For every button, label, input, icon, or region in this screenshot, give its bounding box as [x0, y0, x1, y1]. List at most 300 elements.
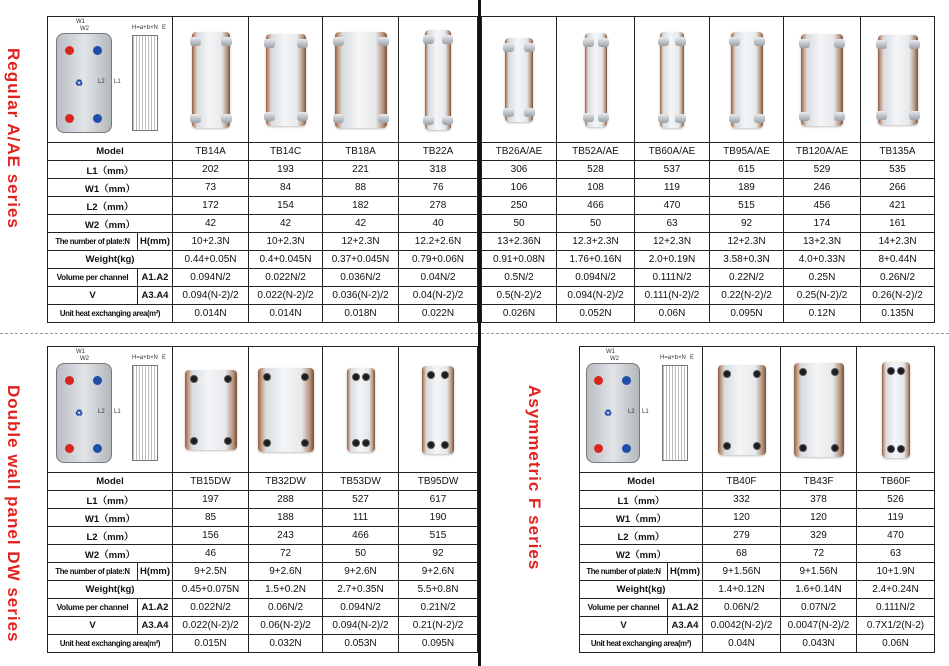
- table-cell: 63: [635, 215, 710, 233]
- table-cell: A1.A2: [668, 599, 703, 617]
- product-image: [399, 17, 478, 143]
- w1-row: [48, 179, 478, 197]
- table-cell: Volume per channel: [580, 599, 668, 617]
- table-cell: 0.094(N-2)/2: [173, 287, 249, 305]
- l1-row: [48, 491, 478, 509]
- regular-right-table: [481, 16, 935, 323]
- product-image: [249, 17, 323, 143]
- table-cell: 0.094(N-2)/2: [557, 287, 635, 305]
- l1-row: [482, 161, 935, 179]
- table-cell: 9+2.6N: [323, 563, 399, 581]
- table-cell: TB120A/AE: [784, 143, 861, 161]
- table-cell: TB43F: [781, 473, 857, 491]
- table-cell: 0.094N/2: [323, 599, 399, 617]
- table-cell: 119: [635, 179, 710, 197]
- model-row: [48, 473, 478, 491]
- w2-row: [48, 215, 478, 233]
- table-cell: W1（mm）: [580, 509, 703, 527]
- table-cell: 279: [703, 527, 781, 545]
- table-cell: 0.22N/2: [710, 269, 784, 287]
- table-cell: 378: [781, 491, 857, 509]
- table-cell: TB95DW: [399, 473, 478, 491]
- w1-row: [482, 179, 935, 197]
- product-image: [323, 347, 399, 473]
- table-cell: 0.094(N-2)/2: [323, 617, 399, 635]
- table-cell: 193: [249, 161, 323, 179]
- table-cell: 0.06N/2: [703, 599, 781, 617]
- table-cell: L2（mm）: [48, 527, 173, 545]
- table-cell: V: [48, 617, 138, 635]
- table-cell: Unit heat exchanging area(m²): [48, 305, 173, 323]
- table-cell: 0.4+0.045N: [249, 251, 323, 269]
- table-cell: 106: [482, 179, 557, 197]
- volume-a3a4-row: [48, 287, 478, 305]
- table-cell: 50: [482, 215, 557, 233]
- w2-label: W2: [80, 356, 89, 362]
- table-cell: Weight(kg): [580, 581, 703, 599]
- table-cell: The number of plate:N: [48, 563, 138, 581]
- table-cell: 0.014N: [173, 305, 249, 323]
- table-cell: 50: [557, 215, 635, 233]
- volume-a3a4-row: [482, 287, 935, 305]
- side-view: [132, 365, 158, 461]
- table-cell: 617: [399, 491, 478, 509]
- double-wall-series-title: Double wall panel DW series: [4, 385, 23, 643]
- product-image: [635, 17, 710, 143]
- table-cell: 318: [399, 161, 478, 179]
- table-cell: 42: [173, 215, 249, 233]
- table-cell: 1.6+0.14N: [781, 581, 857, 599]
- w1-row: [580, 509, 935, 527]
- l1-row: [48, 161, 478, 179]
- table-cell: 10+2.3N: [173, 233, 249, 251]
- table-cell: A3.A4: [138, 287, 173, 305]
- right-section-separator: [481, 333, 949, 334]
- product-image: [784, 17, 861, 143]
- table-cell: 172: [173, 197, 249, 215]
- table-cell: 0.018N: [323, 305, 399, 323]
- volume-a1a2-row: [482, 269, 935, 287]
- table-cell: 9+2.5N: [173, 563, 249, 581]
- l2-row: [48, 197, 478, 215]
- table-cell: 456: [784, 197, 861, 215]
- table-cell: 0.79+0.06N: [399, 251, 478, 269]
- table-cell: 278: [399, 197, 478, 215]
- table-cell: TB60F: [857, 473, 935, 491]
- table-cell: 197: [173, 491, 249, 509]
- product-image: [323, 17, 399, 143]
- table-cell: 0.25(N-2)/2: [784, 287, 861, 305]
- table-cell: 119: [857, 509, 935, 527]
- table-cell: 13+2.36N: [482, 233, 557, 251]
- table-cell: 0.06N: [635, 305, 710, 323]
- table-cell: 0.094N/2: [557, 269, 635, 287]
- table-cell: 470: [857, 527, 935, 545]
- l1-label: L1: [114, 79, 121, 85]
- product-image: [249, 347, 323, 473]
- table-cell: 50: [323, 545, 399, 563]
- h-row: [48, 233, 478, 251]
- table-cell: 84: [249, 179, 323, 197]
- l1-label: L1: [642, 409, 649, 415]
- l1-row: [580, 491, 935, 509]
- table-cell: 0.022N: [399, 305, 478, 323]
- table-cell: 9+1.56N: [781, 563, 857, 581]
- table-cell: 9+1.56N: [703, 563, 781, 581]
- w1-label: W1: [76, 19, 85, 25]
- table-cell: L1（mm）: [48, 161, 173, 179]
- h-row: [580, 563, 935, 581]
- table-cell: TB32DW: [249, 473, 323, 491]
- table-cell: 0.032N: [249, 635, 323, 653]
- table-cell: 0.022(N-2)/2: [173, 617, 249, 635]
- table-cell: 120: [781, 509, 857, 527]
- table-cell: 0.22(N-2)/2: [710, 287, 784, 305]
- table-cell: 0.06(N-2)/2: [249, 617, 323, 635]
- double-wall-table: [47, 346, 478, 653]
- table-cell: TB95A/AE: [710, 143, 784, 161]
- table-cell: 202: [173, 161, 249, 179]
- volume-a1a2-row: [580, 599, 935, 617]
- table-cell: 421: [861, 197, 935, 215]
- weight-row: [482, 251, 935, 269]
- table-cell: 92: [399, 545, 478, 563]
- table-cell: 246: [784, 179, 861, 197]
- table-cell: 12+2.3N: [323, 233, 399, 251]
- table-cell: 0.5N/2: [482, 269, 557, 287]
- product-image: [399, 347, 478, 473]
- table-cell: L1（mm）: [580, 491, 703, 509]
- w2-row: [48, 545, 478, 563]
- table-cell: TB40F: [703, 473, 781, 491]
- h-row: [482, 233, 935, 251]
- table-cell: 306: [482, 161, 557, 179]
- table-cell: 4.0+0.33N: [784, 251, 861, 269]
- table-cell: 526: [857, 491, 935, 509]
- table-cell: W2（mm）: [48, 545, 173, 563]
- table-cell: 0.026N: [482, 305, 557, 323]
- table-cell: 0.111(N-2)/2: [635, 287, 710, 305]
- volume-a3a4-row: [48, 617, 478, 635]
- table-cell: 466: [557, 197, 635, 215]
- table-cell: 0.07N/2: [781, 599, 857, 617]
- table-cell: 190: [399, 509, 478, 527]
- l1-label: L1: [114, 409, 121, 415]
- table-cell: 466: [323, 527, 399, 545]
- table-cell: 0.91+0.08N: [482, 251, 557, 269]
- table-cell: 0.21N/2: [399, 599, 478, 617]
- area-row: [48, 305, 478, 323]
- product-image: [557, 17, 635, 143]
- table-cell: 0.111N/2: [635, 269, 710, 287]
- table-cell: 10+1.9N: [857, 563, 935, 581]
- table-cell: 0.44+0.05N: [173, 251, 249, 269]
- table-cell: TB52A/AE: [557, 143, 635, 161]
- product-image: [781, 347, 857, 473]
- table-cell: 0.25N: [784, 269, 861, 287]
- table-cell: 0.04(N-2)/2: [399, 287, 478, 305]
- table-cell: 0.12N: [784, 305, 861, 323]
- table-cell: TB26A/AE: [482, 143, 557, 161]
- table-cell: 515: [399, 527, 478, 545]
- asymmetric-series-title: Asymmetric F series: [525, 385, 544, 571]
- table-cell: 0.022N/2: [173, 599, 249, 617]
- table-cell: L2（mm）: [48, 197, 173, 215]
- table-cell: The number of plate:N: [580, 563, 668, 581]
- schematic-cell: [48, 347, 173, 473]
- table-cell: 72: [249, 545, 323, 563]
- model-row: [580, 473, 935, 491]
- table-cell: 288: [249, 491, 323, 509]
- l2-row: [580, 527, 935, 545]
- schematic-cell: [580, 347, 703, 473]
- w1-row: [48, 509, 478, 527]
- table-cell: 250: [482, 197, 557, 215]
- table-cell: 0.21(N-2)/2: [399, 617, 478, 635]
- table-cell: 0.135N: [861, 305, 935, 323]
- table-cell: 243: [249, 527, 323, 545]
- table-cell: 88: [323, 179, 399, 197]
- table-cell: 0.094N/2: [173, 269, 249, 287]
- table-cell: 63: [857, 545, 935, 563]
- table-cell: 535: [861, 161, 935, 179]
- table-cell: 221: [323, 161, 399, 179]
- table-cell: 68: [703, 545, 781, 563]
- w2-label: W2: [610, 356, 619, 362]
- table-cell: 1.5+0.2N: [249, 581, 323, 599]
- product-image: [482, 17, 557, 143]
- weight-row: [48, 581, 478, 599]
- table-cell: 161: [861, 215, 935, 233]
- table-cell: 156: [173, 527, 249, 545]
- table-cell: 1.4+0.12N: [703, 581, 781, 599]
- e-label: E: [690, 355, 695, 361]
- table-cell: TB135A: [861, 143, 935, 161]
- h-formula-label: H=a+b×N: [132, 25, 158, 31]
- table-cell: 0.0042(N-2)/2: [703, 617, 781, 635]
- table-cell: A1.A2: [138, 269, 173, 287]
- table-cell: 0.022(N-2)/2: [249, 287, 323, 305]
- table-cell: 0.043N: [781, 635, 857, 653]
- volume-a3a4-row: [580, 617, 935, 635]
- l2-label: L2: [98, 409, 105, 415]
- brand-logo-icon: ♻: [75, 78, 84, 88]
- side-view: [662, 365, 688, 461]
- table-cell: Weight(kg): [48, 251, 173, 269]
- table-cell: 111: [323, 509, 399, 527]
- table-cell: 12.2+2.6N: [399, 233, 478, 251]
- table-cell: 0.26(N-2)/2: [861, 287, 935, 305]
- table-cell: TB60A/AE: [635, 143, 710, 161]
- table-cell: 8+0.44N: [861, 251, 935, 269]
- table-cell: H(mm): [138, 233, 173, 251]
- table-cell: 42: [323, 215, 399, 233]
- table-cell: A1.A2: [138, 599, 173, 617]
- table-cell: TB22A: [399, 143, 478, 161]
- table-cell: 515: [710, 197, 784, 215]
- product-image: [173, 347, 249, 473]
- table-cell: 0.095N: [399, 635, 478, 653]
- table-cell: H(mm): [138, 563, 173, 581]
- weight-row: [48, 251, 478, 269]
- h-row: [48, 563, 478, 581]
- table-cell: Unit heat exchanging area(m²): [48, 635, 173, 653]
- table-cell: 0.37+0.045N: [323, 251, 399, 269]
- product-image: [861, 17, 935, 143]
- table-cell: 2.7+0.35N: [323, 581, 399, 599]
- table-cell: 332: [703, 491, 781, 509]
- brand-logo-icon: ♻: [604, 408, 613, 418]
- table-cell: The number of plate:N: [48, 233, 138, 251]
- table-cell: 46: [173, 545, 249, 563]
- table-cell: Unit heat exchanging area(m²): [580, 635, 703, 653]
- l2-label: L2: [98, 79, 105, 85]
- table-cell: 12.3+2.3N: [557, 233, 635, 251]
- brand-logo-icon: ♻: [75, 408, 84, 418]
- table-cell: 73: [173, 179, 249, 197]
- table-cell: 2.0+0.19N: [635, 251, 710, 269]
- table-cell: 329: [781, 527, 857, 545]
- table-cell: 72: [781, 545, 857, 563]
- table-cell: 470: [635, 197, 710, 215]
- table-cell: 527: [323, 491, 399, 509]
- table-cell: 40: [399, 215, 478, 233]
- table-cell: W2（mm）: [48, 215, 173, 233]
- table-cell: L2（mm）: [580, 527, 703, 545]
- h-formula-label: H=a+b×N: [660, 355, 686, 361]
- table-cell: W2（mm）: [580, 545, 703, 563]
- table-cell: 0.06N/2: [249, 599, 323, 617]
- table-cell: 529: [784, 161, 861, 179]
- regular-series-title: Regular A/AE series: [4, 48, 23, 229]
- volume-a1a2-row: [48, 599, 478, 617]
- table-cell: 5.5+0.8N: [399, 581, 478, 599]
- product-image: [173, 17, 249, 143]
- w2-row: [482, 215, 935, 233]
- table-cell: TB15DW: [173, 473, 249, 491]
- table-cell: Model: [48, 143, 173, 161]
- table-cell: V: [48, 287, 138, 305]
- model-row: [48, 143, 478, 161]
- w2-row: [580, 545, 935, 563]
- table-cell: 0.053N: [323, 635, 399, 653]
- weight-row: [580, 581, 935, 599]
- table-cell: Model: [48, 473, 173, 491]
- table-cell: Volume per channel: [48, 269, 138, 287]
- table-cell: 92: [710, 215, 784, 233]
- table-cell: TB53DW: [323, 473, 399, 491]
- table-cell: 9+2.6N: [399, 563, 478, 581]
- table-cell: 528: [557, 161, 635, 179]
- side-view: [132, 35, 158, 131]
- table-cell: 12+2.3N: [635, 233, 710, 251]
- table-cell: TB18A: [323, 143, 399, 161]
- table-cell: TB14A: [173, 143, 249, 161]
- table-cell: 0.0047(N-2)/2: [781, 617, 857, 635]
- w1-label: W1: [76, 349, 85, 355]
- table-cell: 0.7X1/2(N-2): [857, 617, 935, 635]
- e-label: E: [162, 25, 167, 31]
- regular-left-table: [47, 16, 478, 323]
- e-label: E: [162, 355, 167, 361]
- table-cell: 108: [557, 179, 635, 197]
- table-cell: A3.A4: [668, 617, 703, 635]
- area-row: [482, 305, 935, 323]
- w2-label: W2: [80, 26, 89, 32]
- table-cell: 1.76+0.16N: [557, 251, 635, 269]
- table-cell: 537: [635, 161, 710, 179]
- schematic-cell: [48, 17, 173, 143]
- table-cell: 0.111N/2: [857, 599, 935, 617]
- table-cell: 13+2.3N: [784, 233, 861, 251]
- table-cell: 0.04N/2: [399, 269, 478, 287]
- volume-a1a2-row: [48, 269, 478, 287]
- l2-row: [48, 527, 478, 545]
- table-cell: 0.45+0.075N: [173, 581, 249, 599]
- table-cell: 0.5(N-2)/2: [482, 287, 557, 305]
- table-cell: W1（mm）: [48, 179, 173, 197]
- table-cell: Model: [580, 473, 703, 491]
- table-cell: H(mm): [668, 563, 703, 581]
- table-cell: 615: [710, 161, 784, 179]
- table-cell: 85: [173, 509, 249, 527]
- table-cell: 42: [249, 215, 323, 233]
- table-cell: 188: [249, 509, 323, 527]
- table-cell: 9+2.6N: [249, 563, 323, 581]
- product-image: [710, 17, 784, 143]
- table-cell: Volume per channel: [48, 599, 138, 617]
- table-cell: 0.095N: [710, 305, 784, 323]
- table-cell: 154: [249, 197, 323, 215]
- table-cell: 0.022N/2: [249, 269, 323, 287]
- table-cell: 0.014N: [249, 305, 323, 323]
- table-cell: 120: [703, 509, 781, 527]
- asymmetric-table: [579, 346, 935, 653]
- table-cell: 0.26N/2: [861, 269, 935, 287]
- table-cell: 0.015N: [173, 635, 249, 653]
- table-cell: L1（mm）: [48, 491, 173, 509]
- table-cell: 10+2.3N: [249, 233, 323, 251]
- w1-label: W1: [606, 349, 615, 355]
- table-cell: 2.4+0.24N: [857, 581, 935, 599]
- table-cell: 14+2.3N: [861, 233, 935, 251]
- table-cell: 0.036N/2: [323, 269, 399, 287]
- table-cell: 76: [399, 179, 478, 197]
- h-formula-label: H=a+b×N: [132, 355, 158, 361]
- l2-row: [482, 197, 935, 215]
- table-cell: 182: [323, 197, 399, 215]
- product-image: [857, 347, 935, 473]
- table-cell: W1（mm）: [48, 509, 173, 527]
- table-cell: 0.036(N-2)/2: [323, 287, 399, 305]
- table-cell: 3.58+0.3N: [710, 251, 784, 269]
- table-cell: 174: [784, 215, 861, 233]
- table-cell: Weight(kg): [48, 581, 173, 599]
- table-cell: 0.052N: [557, 305, 635, 323]
- table-cell: 0.06N: [857, 635, 935, 653]
- table-cell: V: [580, 617, 668, 635]
- table-cell: TB14C: [249, 143, 323, 161]
- table-cell: 0.04N: [703, 635, 781, 653]
- table-cell: A3.A4: [138, 617, 173, 635]
- table-cell: 266: [861, 179, 935, 197]
- left-section-separator: [0, 333, 478, 334]
- l2-label: L2: [628, 409, 635, 415]
- model-row: [482, 143, 935, 161]
- area-row: [48, 635, 478, 653]
- table-cell: 189: [710, 179, 784, 197]
- area-row: [580, 635, 935, 653]
